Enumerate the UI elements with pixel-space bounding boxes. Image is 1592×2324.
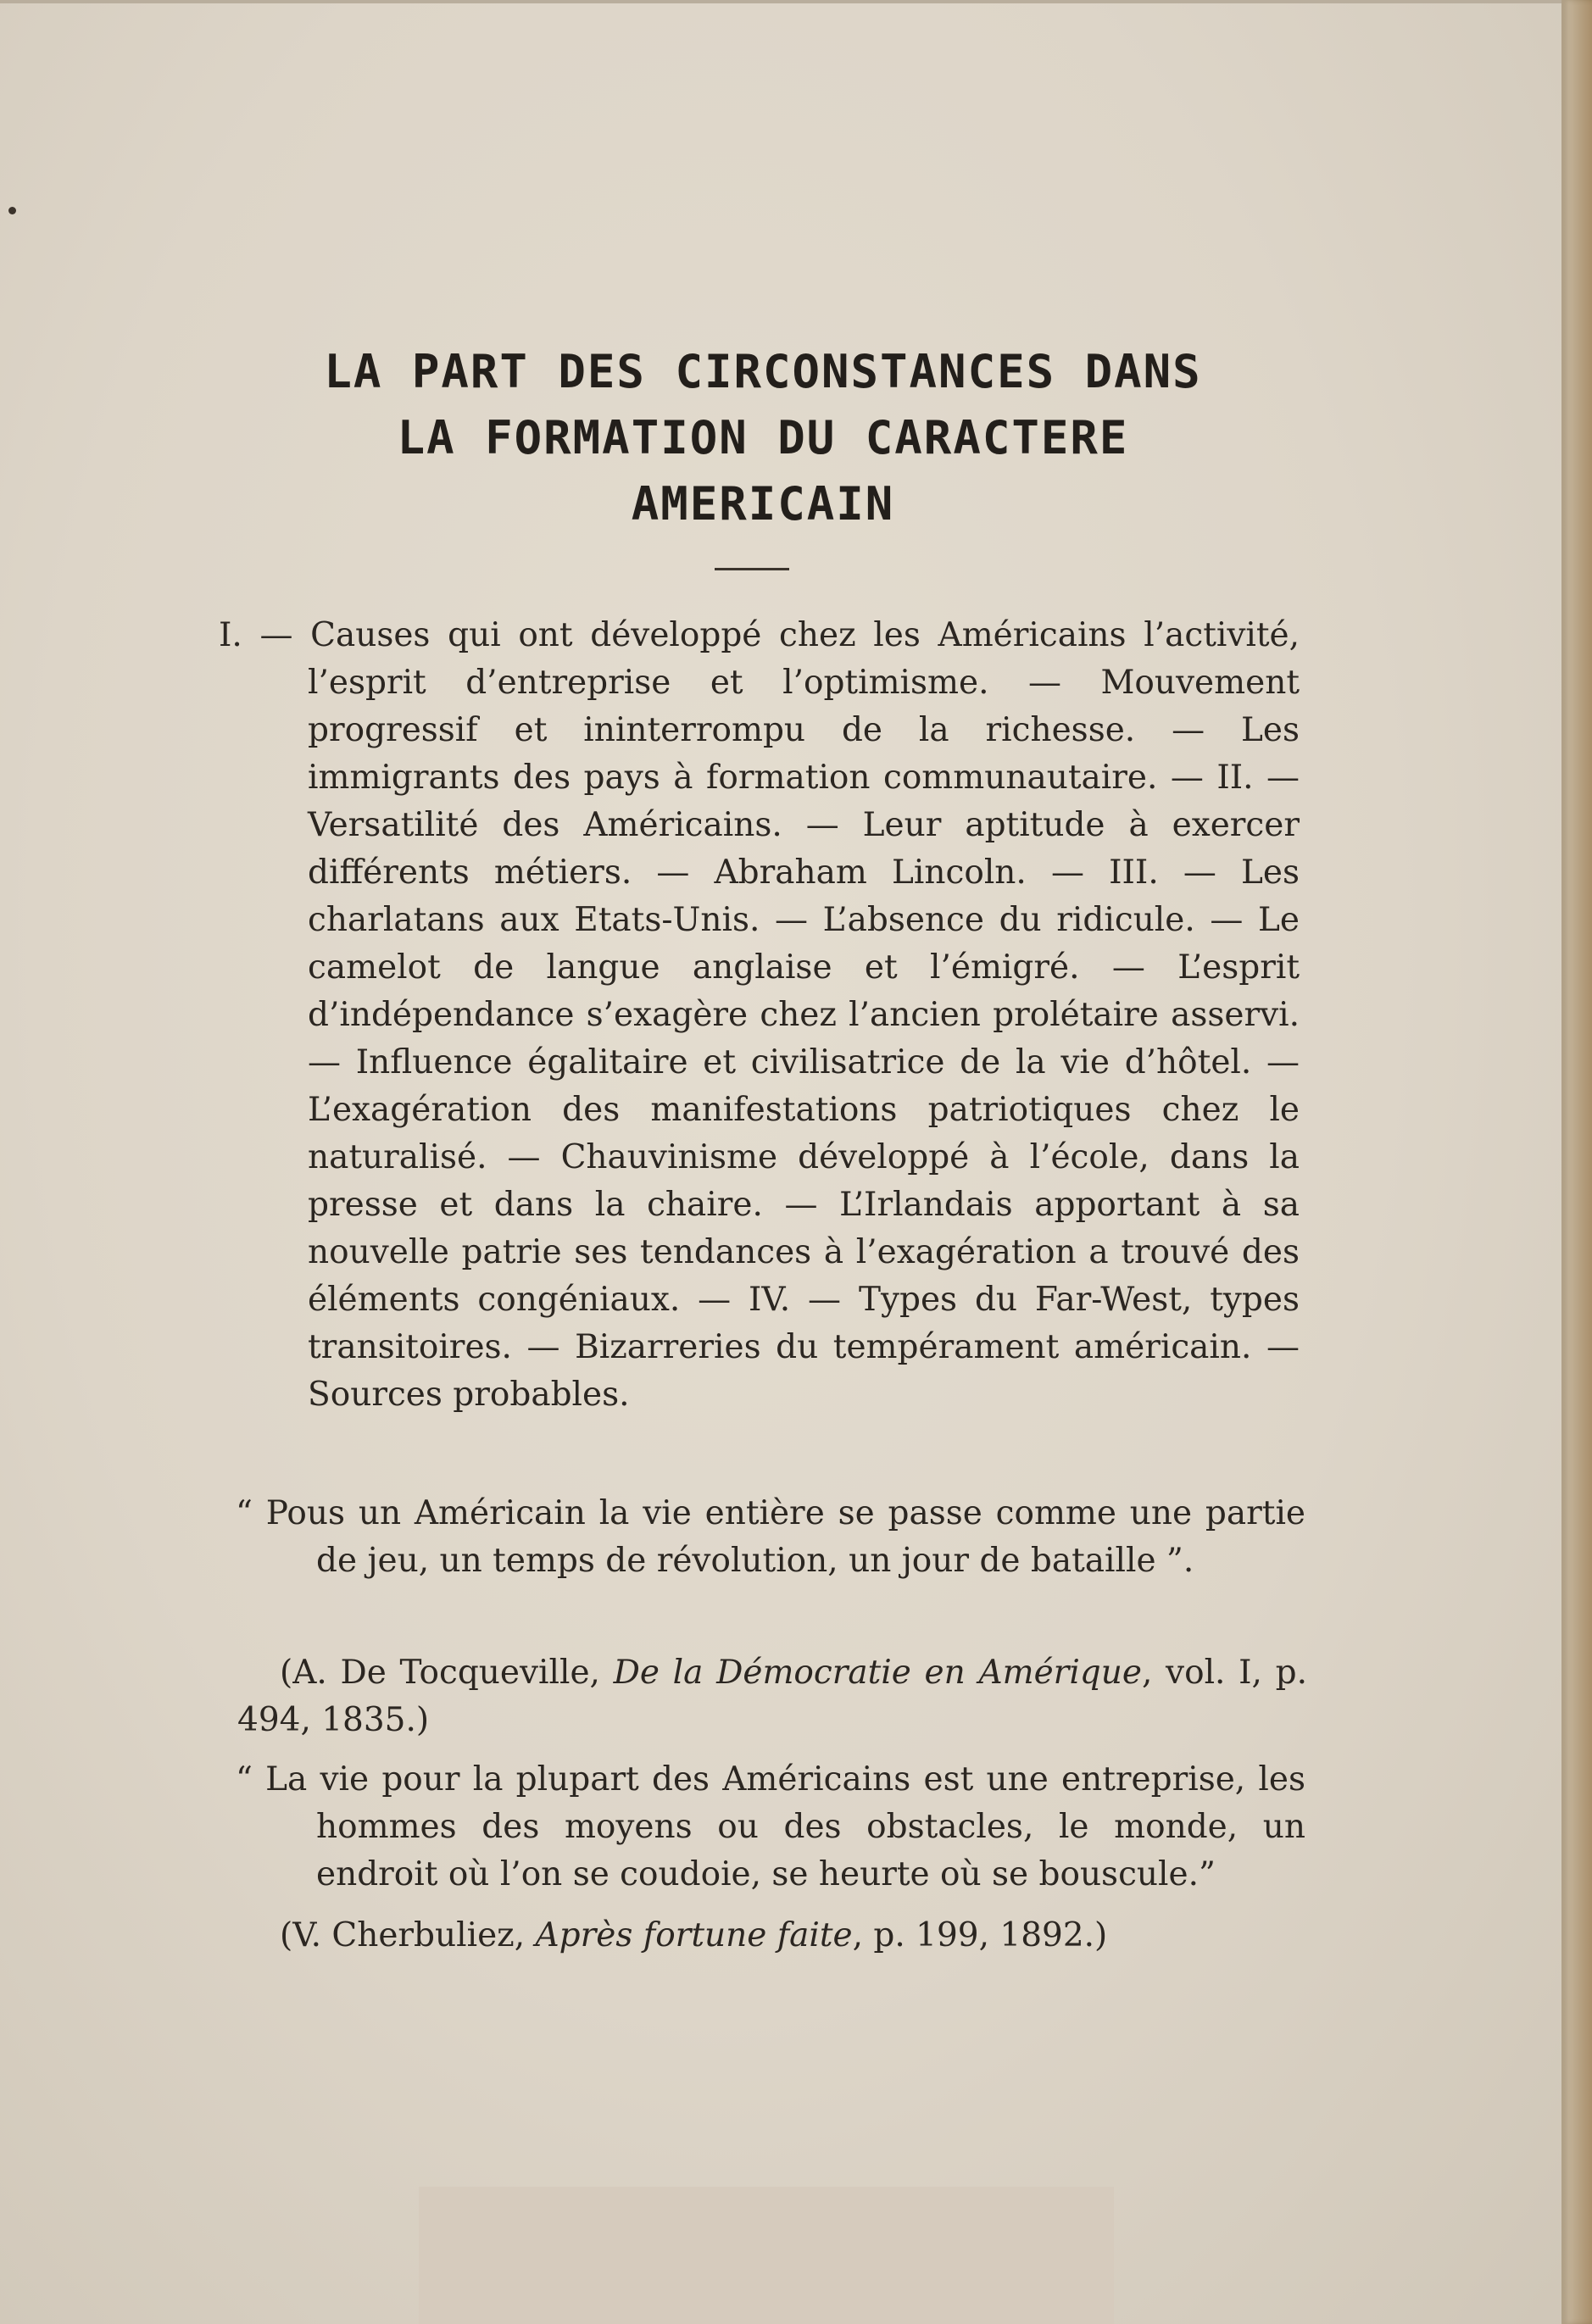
chapter-title-line-3: AMERICAIN: [631, 477, 895, 531]
chapter-title: [161, 339, 1365, 537]
epigraph-2: [236, 1756, 1305, 1899]
epigraph-1: [236, 1490, 1305, 1585]
epigraph-2-quote: “ La vie pour la plupart des Américains est une entreprise, les hommes des moyens ou des obstacles, le monde, un endroit où l’on se coudoie, se heurte où se bouscule.”: [236, 1760, 1305, 1893]
epigraph-1-source: [237, 1649, 1307, 1744]
chapter-title-line-1: LA PART DES CIRCONSTANCES DANS: [324, 345, 1202, 398]
page-right-edge: [1561, 0, 1592, 2324]
epigraph-2-source-rest: , p. 199, 1892.): [852, 1916, 1108, 1954]
epigraph-1-source-work: De la Démocratie en Amérique: [613, 1654, 1142, 1692]
epigraph-1-source-author: (A. De Tocqueville,: [280, 1654, 600, 1692]
title-rule: [715, 568, 789, 570]
ink-speck: [8, 207, 16, 214]
chapter-summary-text: I. — Causes qui ont développé chez les Américains l’activité, l’esprit d’entreprise et l’optimisme. — Mouvement progressif et ininterrompu de la richesse. — Les immigrants des pays à formation communautaire. — II. — Versatilité des Américains. — Leur aptitude à exercer différents métiers. — Abraham Lincoln. — III. — Les charlatans aux Etats-Unis. — L’absence du ridicule. — Le camelot de langue anglaise et l’émigré. — L’esprit d’indépendance s’exagère chez l’ancien prolétaire asservi. — Influence égalitaire et civilisatrice de la vie d’hôtel. — L’exagération des manifestations patriotiques chez le naturalisé. — Chauvinisme développé à l’école, dans la presse et dans la chaire. — L’Irlandais apportant à sa nouvelle patrie ses tendances à l’exagération a trouvé des éléments congéniaux. — IV. — Types du Far-West, types transitoires. — Bizarreries du tempérament américain. — Sources probables.: [219, 616, 1300, 1414]
chapter-title-line-2: LA FORMATION DU CARACTERE: [397, 411, 1129, 464]
chapter-summary: [219, 612, 1300, 1419]
epigraph-2-source: [280, 1912, 1297, 1960]
page-top-edge: [0, 0, 1561, 3]
epigraph-1-source-rest: , vol. I, p. 494, 1835.): [237, 1654, 1307, 1739]
epigraph-2-source-author: (V. Cherbuliez,: [280, 1916, 526, 1954]
epigraph-2-source-work: Après fortune faite: [535, 1916, 853, 1954]
bottom-paper-patch: [419, 2187, 1114, 2324]
epigraph-1-quote: “ Pous un Américain la vie entière se passe comme une partie de jeu, un temps de révolution, un jour de bataille ”.: [236, 1494, 1305, 1580]
